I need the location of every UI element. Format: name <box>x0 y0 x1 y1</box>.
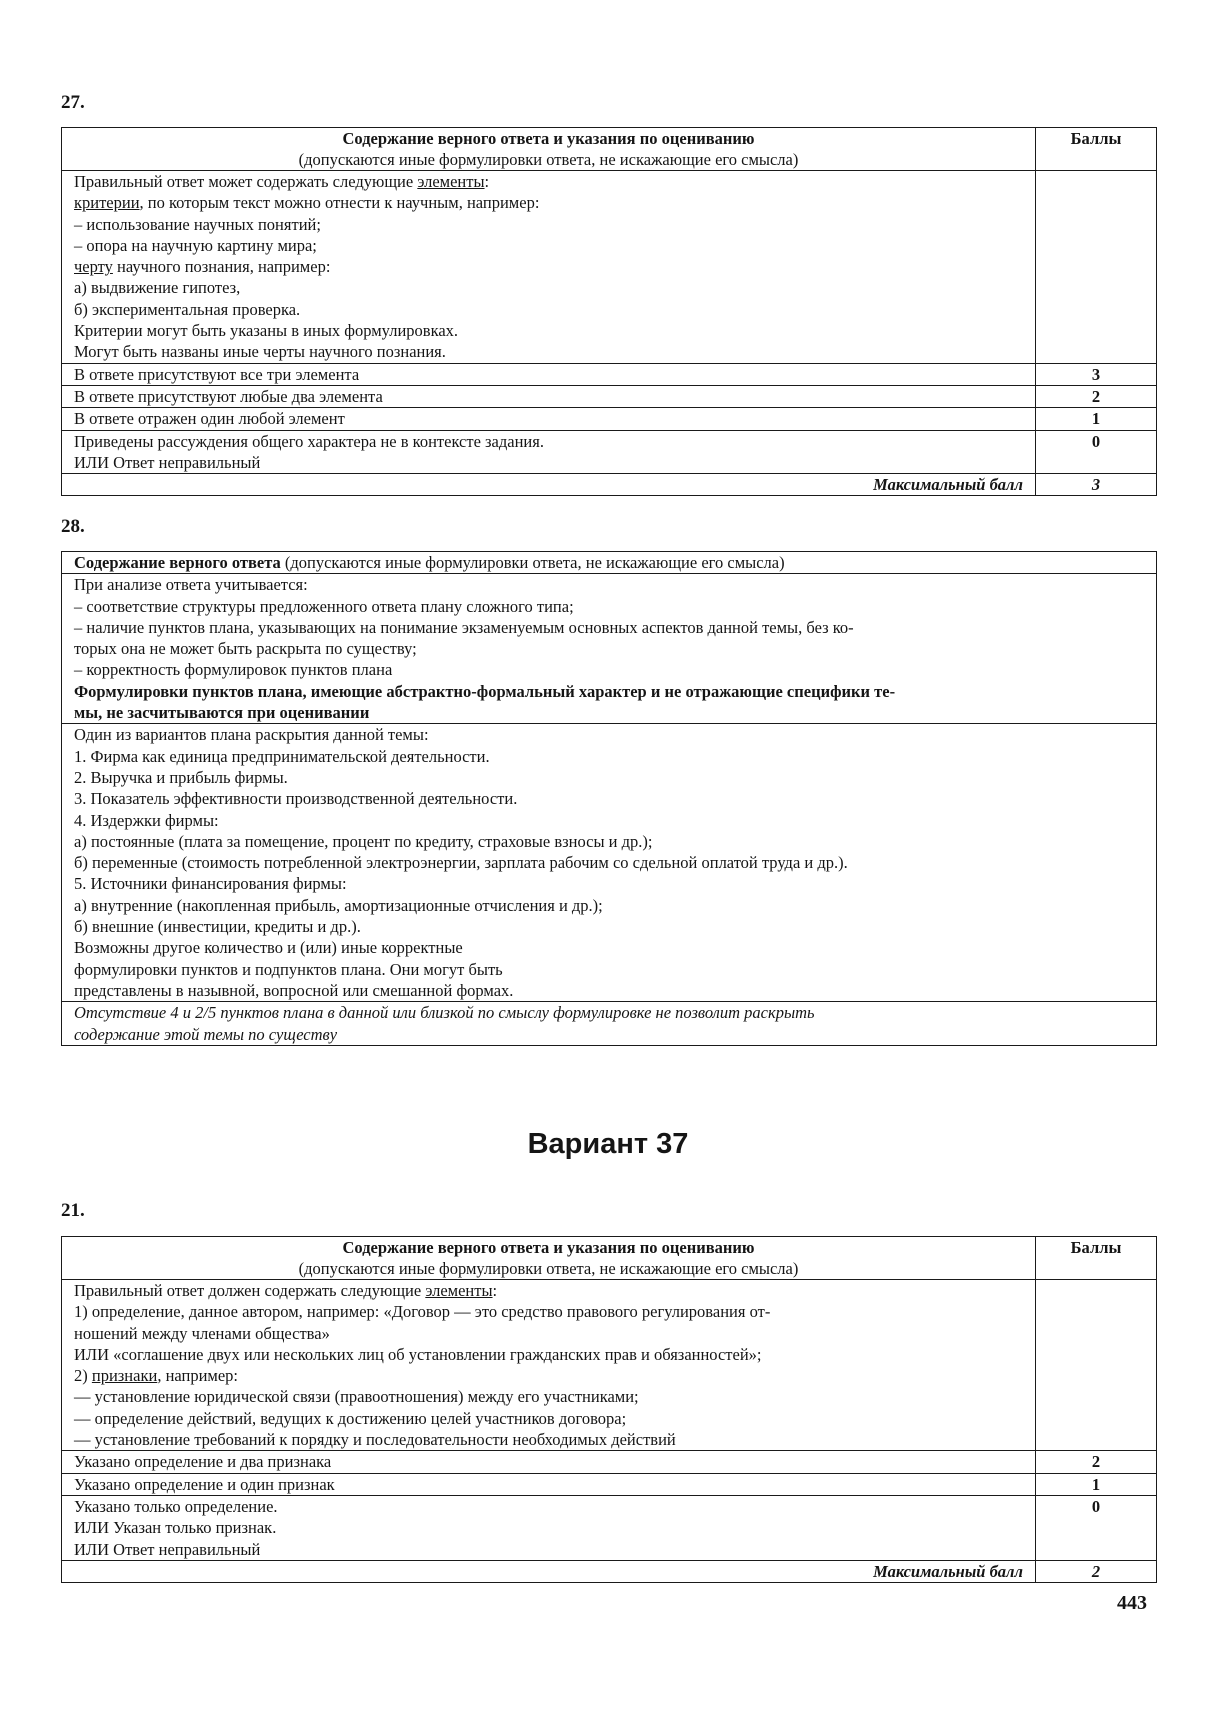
q21-scoring-table <box>61 1236 1157 1583</box>
table-row <box>62 171 1157 364</box>
italic-note-cell: Отсутствие 4 и 2/5 пунктов плана в данной или близкой по смыслу формулировке не позволит раскрыть содержание этой темы по существу <box>62 1002 1157 1046</box>
question-28-number: 28. <box>61 516 85 537</box>
analysis-criteria-cell: При анализе ответа учитывается: – соответствие структуры предложенного ответа плану сложного типа; – наличие пунктов плана, указывающих на понимание экзаменуемым основных аспектов данной темы, без ко- торых она не может быть раскрыта по существу; – корректность формулировок пунктов плана Формулировки пунктов плана, имеющие абстрактно-формальный характер и не отражающие специфики те- мы, не засчитываются при оценивании <box>62 574 1157 724</box>
header-subtitle: (допускаются иные формулировки ответа, не искажающие его смысла) <box>298 150 799 169</box>
header-title: Содержание верного ответа и указания по оцениванию <box>342 129 755 148</box>
max-score-label: Максимальный балл <box>62 474 1036 496</box>
question-21-number: 21. <box>61 1200 85 1221</box>
question-27-number: 27. <box>61 92 85 113</box>
table-row: Указано определение и два признака 2 <box>62 1451 1157 1473</box>
max-score-row: Максимальный балл 2 <box>62 1560 1157 1582</box>
table-row: В ответе отражен один любой элемент 1 <box>62 408 1157 430</box>
max-score-value: 3 <box>1036 474 1157 496</box>
variant-title: Вариант 37 <box>527 1128 689 1160</box>
page-number: 443 <box>1117 1592 1147 1614</box>
max-score-row <box>62 474 1157 496</box>
table-row: В ответе присутствуют все три элемента 3 <box>62 363 1157 385</box>
table-row <box>62 574 1157 724</box>
table-row: В ответе присутствуют любые два элемента 2 <box>62 385 1157 407</box>
table-row <box>62 1002 1157 1046</box>
table-header-row: Содержание верного ответа (допускаются иные формулировки ответа, не искажающие его смысла) <box>62 552 1157 574</box>
table-row: Указано только определение. ИЛИ Указан только признак. ИЛИ Ответ неправильный 0 <box>62 1495 1157 1560</box>
table-row <box>62 724 1157 1002</box>
table-header-row: Содержание верного ответа и указания по оцениванию (допускаются иные формулировки ответа, не искажающие его смысла) Баллы <box>62 1237 1157 1280</box>
table-row: Приведены рассуждения общего характера не в контексте задания. ИЛИ Ответ неправильный 0 <box>62 430 1157 474</box>
answer-content-cell: Правильный ответ может содержать следующие элементы: критерии, по которым текст можно отнести к научным, например: – использование научных понятий; – опора на научную картину мира; черту научного познания, например: а) выдвижение гипотез, б) экспериментальная проверка. Критерии могут быть указаны в иных формулировках. Могут быть названы иные черты научного познания. <box>62 171 1036 364</box>
header-points-cell: Баллы <box>1036 128 1157 171</box>
table-header-row <box>62 128 1157 171</box>
table-row: Указано определение и один признак 1 <box>62 1473 1157 1495</box>
header-content-cell <box>62 128 1036 171</box>
q28-plan-table <box>61 551 1157 1046</box>
answer-content-cell: Правильный ответ должен содержать следующие элементы: 1) определение, данное автором, например: «Договор — это средство правового регулирования от- ношений между членами общества» ИЛИ «соглашение двух или нескольких лиц об установлении гражданских прав и обязанностей»; 2) признаки, например: — установление юридической связи (правоотношения) между его участниками; — определение действий, ведущих к достижению целей участников договора; — установление требований к порядку и последовательности необходимых действий <box>62 1280 1036 1451</box>
plan-variant-cell: Один из вариантов плана раскрытия данной темы: 1. Фирма как единица предпринимательской деятельности. 2. Выручка и прибыль фирмы. 3. Показатель эффективности производственной деятельности. 4. Издержки фирмы: а) постоянные (плата за помещение, процент по кредиту, страховые взносы и др.); б) переменные (стоимость потребленной электроэнергии, зарплата рабочим со сдельной оплатой труда и др.). 5. Источники финансирования фирмы: а) внутренние (накопленная прибыль, амортизационные отчисления и др.); б) внешние (инвестиции, кредиты и др.). Возможны другое количество и (или) иные корректные формулировки пунктов и подпунктов плана. Они могут быть представлены в назывной, вопросной или смешанной формах. <box>62 724 1157 1002</box>
q27-scoring-table <box>61 127 1157 496</box>
table-row <box>62 1280 1157 1451</box>
